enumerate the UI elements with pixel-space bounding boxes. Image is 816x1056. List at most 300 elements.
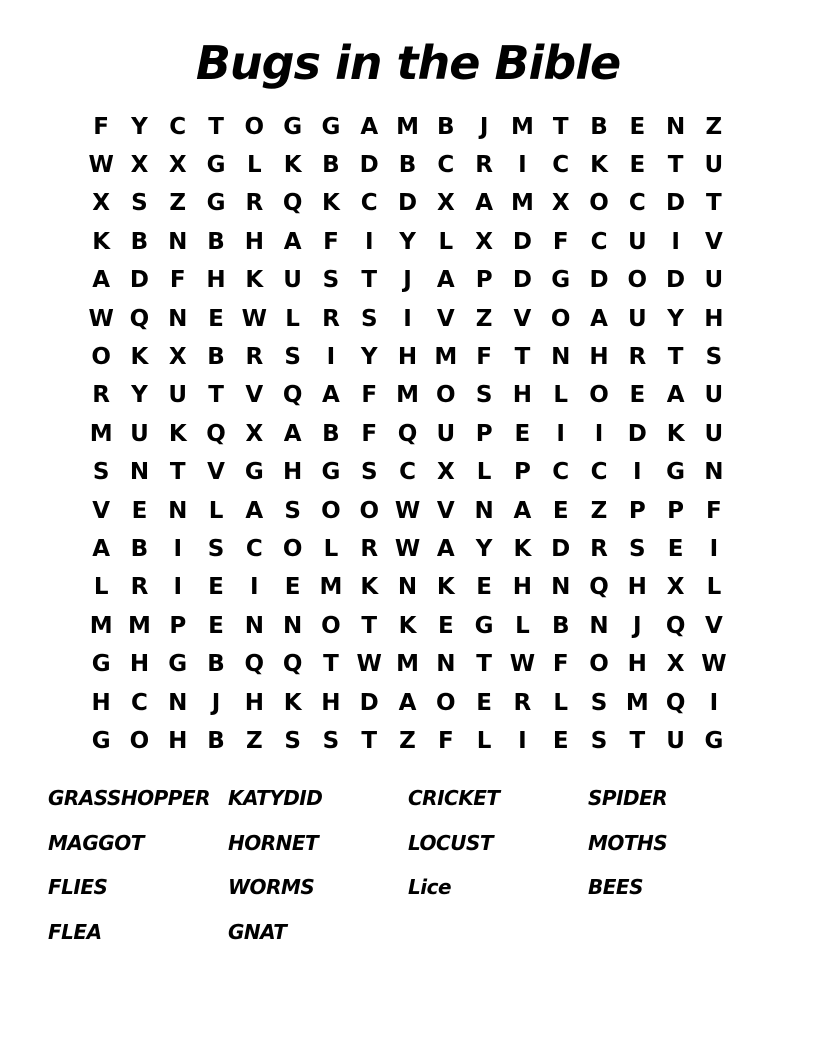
grid-letter[interactable]: D — [627, 420, 647, 447]
grid-letter[interactable]: K — [590, 152, 608, 179]
grid-letter[interactable]: C — [437, 152, 455, 179]
grid-letter[interactable]: I — [633, 459, 642, 486]
grid-letter[interactable]: Z — [245, 727, 263, 754]
grid-letter[interactable]: E — [208, 305, 224, 332]
grid-letter[interactable]: Q — [282, 190, 303, 217]
grid-letter[interactable]: A — [513, 497, 532, 524]
grid-letter[interactable]: P — [475, 420, 493, 447]
grid-letter[interactable]: K — [398, 612, 417, 639]
grid-letter[interactable]: P — [475, 267, 493, 294]
grid-letter[interactable]: Z — [399, 727, 416, 754]
grid-letter[interactable]: Y — [131, 113, 148, 140]
grid-letter[interactable]: S — [705, 344, 723, 371]
grid-letter[interactable]: E — [208, 574, 224, 601]
grid-letter[interactable]: D — [512, 267, 532, 294]
grid-letter[interactable]: E — [437, 612, 454, 639]
grid-letter[interactable]: U — [168, 382, 188, 409]
grid-letter[interactable]: B — [207, 727, 225, 754]
grid-letter[interactable]: K — [436, 574, 455, 601]
grid-letter[interactable]: V — [704, 228, 723, 255]
grid-letter[interactable]: W — [356, 651, 382, 678]
grid-letter[interactable]: Q — [282, 382, 303, 409]
grid-letter[interactable]: G — [206, 152, 226, 179]
grid-letter[interactable]: T — [208, 113, 224, 140]
grid-letter[interactable]: G — [168, 651, 188, 678]
grid-letter[interactable]: A — [360, 113, 379, 140]
grid-letter[interactable]: H — [129, 651, 150, 678]
grid-letter[interactable]: V — [436, 305, 455, 332]
grid-letter[interactable]: F — [361, 420, 378, 447]
grid-letter[interactable]: E — [208, 612, 224, 639]
grid-letter[interactable]: I — [594, 420, 604, 447]
grid-letter[interactable]: M — [396, 113, 419, 140]
grid-letter[interactable]: D — [666, 267, 686, 294]
grid-letter[interactable]: I — [326, 344, 336, 371]
grid-letter[interactable]: M — [434, 344, 458, 371]
grid-letter[interactable]: H — [244, 228, 264, 255]
grid-letter[interactable]: S — [92, 459, 110, 486]
grid-letter[interactable]: H — [512, 382, 533, 409]
grid-letter[interactable]: T — [514, 344, 531, 371]
grid-letter[interactable]: T — [208, 382, 224, 409]
grid-letter[interactable]: S — [590, 689, 608, 716]
grid-letter[interactable]: V — [207, 459, 225, 486]
grid-letter[interactable]: I — [518, 727, 527, 754]
grid-letter[interactable]: O — [589, 382, 609, 409]
grid-letter[interactable]: T — [323, 651, 339, 678]
grid-letter[interactable]: C — [399, 459, 416, 486]
grid-letter[interactable]: B — [207, 228, 225, 255]
grid-letter[interactable]: Q — [665, 612, 686, 639]
grid-letter[interactable]: T — [552, 113, 569, 140]
grid-letter[interactable]: H — [91, 689, 111, 716]
grid-letter[interactable]: N — [665, 113, 686, 140]
grid-letter[interactable]: Z — [590, 497, 608, 524]
grid-letter[interactable]: G — [551, 267, 571, 294]
grid-letter[interactable]: G — [321, 459, 341, 486]
grid-letter[interactable]: U — [704, 382, 724, 409]
grid-letter[interactable]: V — [704, 612, 723, 639]
grid-letter[interactable]: H — [627, 574, 647, 601]
grid-letter[interactable]: G — [666, 459, 686, 486]
grid-letter[interactable]: K — [666, 420, 685, 447]
grid-letter[interactable]: Q — [665, 689, 686, 716]
grid-letter[interactable]: H — [627, 651, 647, 678]
grid-letter[interactable]: T — [667, 152, 684, 179]
grid-letter[interactable]: X — [168, 344, 187, 371]
grid-letter[interactable]: C — [360, 190, 378, 217]
grid-letter[interactable]: O — [627, 267, 648, 294]
grid-letter[interactable]: G — [283, 113, 303, 140]
grid-letter[interactable]: A — [283, 228, 302, 255]
grid-letter[interactable]: N — [589, 612, 609, 639]
grid-letter[interactable]: D — [129, 267, 149, 294]
grid-letter[interactable]: S — [131, 190, 148, 217]
grid-letter[interactable]: I — [173, 574, 183, 601]
grid-letter[interactable]: L — [208, 497, 224, 524]
grid-letter[interactable]: W — [394, 497, 421, 524]
grid-letter[interactable]: N — [129, 459, 150, 486]
grid-letter[interactable]: C — [590, 459, 608, 486]
word-list-item: KATYDID — [228, 786, 323, 810]
grid-letter[interactable]: H — [283, 459, 303, 486]
grid-letter[interactable]: C — [628, 190, 646, 217]
grid-letter[interactable]: A — [436, 267, 455, 294]
grid-letter[interactable]: W — [701, 651, 727, 678]
grid-letter[interactable]: R — [628, 344, 647, 371]
grid-letter[interactable]: H — [321, 689, 341, 716]
grid-letter[interactable]: K — [283, 152, 302, 179]
grid-letter[interactable]: G — [704, 727, 724, 754]
grid-letter[interactable]: N — [704, 459, 724, 486]
grid-letter[interactable]: P — [513, 459, 531, 486]
grid-letter[interactable]: H — [244, 689, 264, 716]
grid-letter[interactable]: H — [206, 267, 226, 294]
grid-letter[interactable]: E — [667, 535, 684, 562]
grid-letter[interactable]: T — [629, 727, 646, 754]
grid-letter[interactable]: U — [283, 267, 302, 294]
grid-letter[interactable]: M — [510, 113, 534, 140]
grid-letter[interactable]: X — [245, 420, 264, 447]
grid-letter[interactable]: G — [206, 190, 226, 217]
grid-letter[interactable]: T — [476, 651, 492, 678]
grid-letter[interactable]: Y — [475, 535, 493, 562]
grid-letter[interactable]: S — [322, 267, 340, 294]
grid-letter[interactable]: N — [168, 497, 188, 524]
grid-letter[interactable]: S — [360, 459, 378, 486]
word-list-item: Lice — [408, 875, 452, 899]
grid-letter[interactable]: X — [666, 574, 685, 601]
grid-letter[interactable]: V — [436, 497, 455, 524]
word-list-item: WORMS — [228, 875, 315, 899]
grid-letter[interactable]: P — [667, 497, 685, 524]
grid-letter[interactable]: Z — [169, 190, 187, 217]
grid-letter[interactable]: J — [403, 267, 412, 294]
grid-letter[interactable]: S — [322, 727, 340, 754]
grid-letter[interactable]: Q — [282, 651, 303, 678]
grid-letter[interactable]: P — [169, 612, 187, 639]
grid-letter[interactable]: D — [359, 152, 379, 179]
grid-letter[interactable]: P — [628, 497, 646, 524]
grid-letter[interactable]: F — [552, 228, 569, 255]
grid-letter[interactable]: Q — [397, 420, 418, 447]
grid-letter[interactable]: N — [474, 497, 494, 524]
grid-letter[interactable]: L — [476, 727, 492, 754]
grid-letter[interactable]: A — [283, 420, 302, 447]
grid-letter[interactable]: I — [403, 305, 412, 332]
grid-letter[interactable]: F — [169, 267, 186, 294]
grid-letter[interactable]: A — [590, 305, 608, 332]
grid-letter[interactable]: Z — [475, 305, 493, 332]
grid-letter[interactable]: E — [476, 574, 492, 601]
grid-letter[interactable]: L — [706, 574, 722, 601]
grid-row — [82, 415, 733, 453]
grid-letter[interactable]: S — [284, 727, 301, 754]
grid-letter[interactable]: O — [129, 727, 150, 754]
grid-letter[interactable]: N — [436, 651, 456, 678]
grid-letter[interactable]: E — [284, 574, 301, 601]
grid-letter[interactable]: H — [397, 344, 418, 371]
grid-letter[interactable]: B — [551, 612, 570, 639]
grid-letter[interactable]: W — [394, 535, 421, 562]
page-title: Bugs in the Bible — [195, 36, 621, 90]
grid-letter[interactable]: H — [512, 574, 533, 601]
grid-letter[interactable]: E — [629, 152, 646, 179]
grid-letter[interactable]: I — [709, 689, 719, 716]
grid-letter[interactable]: M — [89, 612, 113, 639]
grid-letter[interactable]: X — [130, 152, 149, 179]
grid-letter[interactable]: D — [589, 267, 609, 294]
grid-letter[interactable]: K — [168, 420, 187, 447]
grid-letter[interactable]: H — [589, 344, 609, 371]
grid-letter[interactable]: O — [589, 190, 609, 217]
grid-letter[interactable]: E — [476, 689, 492, 716]
grid-letter[interactable]: G — [244, 459, 264, 486]
grid-letter[interactable]: I — [173, 535, 183, 562]
grid-letter[interactable]: T — [361, 727, 378, 754]
grid-letter[interactable]: K — [92, 228, 111, 255]
grid-letter[interactable]: O — [550, 305, 571, 332]
grid-letter[interactable]: F — [93, 113, 109, 140]
grid-letter[interactable]: I — [671, 228, 680, 255]
grid-letter[interactable]: Q — [589, 574, 609, 601]
grid-letter[interactable]: K — [283, 689, 302, 716]
grid-letter[interactable]: Y — [131, 382, 148, 409]
grid-letter[interactable]: A — [398, 689, 417, 716]
grid-letter[interactable]: A — [92, 535, 111, 562]
grid-letter[interactable]: R — [245, 344, 264, 371]
grid-letter[interactable]: Q — [244, 651, 265, 678]
grid-letter[interactable]: S — [207, 535, 225, 562]
grid-letter[interactable]: I — [250, 574, 259, 601]
grid-letter[interactable]: O — [436, 382, 456, 409]
grid-letter[interactable]: N — [168, 305, 188, 332]
grid-letter[interactable]: K — [513, 535, 532, 562]
grid-letter[interactable]: T — [169, 459, 186, 486]
grid-letter[interactable]: E — [514, 420, 531, 447]
grid-letter[interactable]: O — [91, 344, 111, 371]
grid-letter[interactable]: K — [245, 267, 264, 294]
grid-letter[interactable]: M — [396, 382, 419, 409]
grid-letter[interactable]: C — [169, 113, 187, 140]
grid-letter[interactable]: U — [666, 727, 685, 754]
grid-letter[interactable]: S — [475, 382, 493, 409]
grid-letter[interactable]: J — [633, 612, 642, 639]
grid-letter[interactable]: Y — [360, 344, 378, 371]
grid-letter[interactable]: O — [359, 497, 379, 524]
word-list — [48, 782, 768, 960]
grid-letter[interactable]: A — [475, 190, 494, 217]
grid-letter[interactable]: E — [552, 497, 569, 524]
grid-letter[interactable]: A — [245, 497, 264, 524]
grid-letter[interactable]: L — [553, 382, 569, 409]
grid-letter[interactable]: X — [475, 228, 493, 255]
grid-letter[interactable]: J — [211, 689, 221, 716]
grid-letter[interactable]: F — [323, 228, 339, 255]
grid-letter[interactable]: S — [629, 535, 646, 562]
grid-letter[interactable]: O — [321, 612, 341, 639]
grid-letter[interactable]: B — [322, 152, 340, 179]
grid-letter[interactable]: D — [512, 228, 532, 255]
grid-letter[interactable]: K — [322, 190, 340, 217]
grid-letter[interactable]: M — [89, 420, 113, 447]
grid-letter[interactable]: B — [130, 535, 149, 562]
grid-letter[interactable]: R — [130, 574, 149, 601]
grid-letter[interactable]: S — [284, 497, 301, 524]
grid-letter[interactable]: E — [552, 727, 569, 754]
grid-letter[interactable]: R — [475, 152, 493, 179]
grid-letter[interactable]: F — [437, 727, 454, 754]
grid-letter[interactable]: I — [556, 420, 565, 447]
grid-letter[interactable]: O — [321, 497, 341, 524]
grid-row — [82, 146, 733, 184]
grid-letter[interactable]: Y — [399, 228, 416, 255]
grid-letter[interactable]: N — [397, 574, 418, 601]
grid-letter[interactable]: L — [285, 305, 300, 332]
grid-letter[interactable]: U — [436, 420, 456, 447]
grid-letter[interactable]: N — [244, 612, 264, 639]
grid-letter[interactable]: R — [360, 535, 379, 562]
grid-letter[interactable]: L — [93, 574, 109, 601]
grid-letter[interactable]: J — [479, 113, 489, 140]
grid-letter[interactable]: I — [709, 535, 719, 562]
grid-letter[interactable]: C — [590, 228, 608, 255]
grid-letter[interactable]: M — [396, 651, 419, 678]
grid-letter[interactable]: L — [247, 152, 262, 179]
grid-letter[interactable]: F — [552, 651, 569, 678]
grid-letter[interactable]: H — [168, 727, 188, 754]
grid-letter[interactable]: C — [552, 459, 570, 486]
grid-letter[interactable]: S — [284, 344, 301, 371]
grid-letter[interactable]: A — [92, 267, 111, 294]
grid-letter[interactable]: V — [513, 305, 532, 332]
grid-letter[interactable]: U — [627, 305, 647, 332]
grid-letter[interactable]: T — [706, 190, 722, 217]
grid-letter[interactable]: M — [625, 689, 649, 716]
grid-letter[interactable]: W — [241, 305, 268, 332]
grid-letter[interactable]: K — [130, 344, 149, 371]
grid-letter[interactable]: V — [92, 497, 111, 524]
grid-letter[interactable]: X — [168, 152, 187, 179]
grid-letter[interactable]: C — [131, 689, 148, 716]
grid-letter[interactable]: L — [438, 228, 454, 255]
grid-letter[interactable]: O — [282, 535, 303, 562]
grid-letter[interactable]: O — [436, 689, 456, 716]
grid-letter[interactable]: R — [513, 689, 532, 716]
grid-letter[interactable]: T — [361, 267, 378, 294]
grid-letter[interactable]: L — [553, 689, 569, 716]
grid-letter[interactable]: T — [667, 344, 684, 371]
grid-letter[interactable]: G — [91, 651, 111, 678]
grid-letter[interactable]: I — [364, 228, 374, 255]
grid-letter[interactable]: Y — [667, 305, 684, 332]
word-list-item: SPIDER — [588, 786, 668, 810]
grid-letter[interactable]: N — [168, 228, 188, 255]
grid-letter[interactable]: L — [323, 535, 339, 562]
word-search-grid — [82, 108, 733, 761]
grid-letter[interactable]: X — [436, 190, 455, 217]
grid-letter[interactable]: U — [627, 228, 647, 255]
grid-letter[interactable]: E — [629, 113, 646, 140]
grid-letter[interactable]: B — [207, 344, 225, 371]
grid-letter[interactable]: B — [130, 228, 149, 255]
grid-letter[interactable]: W — [88, 152, 114, 179]
grid-letter[interactable]: T — [361, 612, 378, 639]
grid-letter[interactable]: N — [551, 344, 571, 371]
grid-letter[interactable]: R — [322, 305, 340, 332]
grid-letter[interactable]: V — [245, 382, 264, 409]
grid-letter[interactable]: L — [515, 612, 530, 639]
grid-letter[interactable]: U — [704, 420, 724, 447]
grid-letter[interactable]: O — [589, 651, 609, 678]
grid-letter[interactable]: S — [360, 305, 378, 332]
grid-letter[interactable]: H — [704, 305, 724, 332]
grid-letter[interactable]: A — [436, 535, 455, 562]
grid-letter[interactable]: D — [359, 689, 379, 716]
grid-letter[interactable]: N — [283, 612, 303, 639]
grid-letter[interactable]: M — [319, 574, 343, 601]
grid-letter[interactable]: F — [476, 344, 492, 371]
grid-letter[interactable]: G — [474, 612, 494, 639]
grid-letter[interactable]: O — [244, 113, 265, 140]
grid-letter[interactable]: C — [552, 152, 570, 179]
grid-letter[interactable]: K — [360, 574, 379, 601]
grid-letter[interactable]: B — [322, 420, 340, 447]
grid-letter[interactable]: U — [704, 267, 724, 294]
grid-letter[interactable]: B — [207, 651, 225, 678]
grid-letter[interactable]: G — [91, 727, 111, 754]
grid-row — [82, 645, 733, 683]
grid-letter[interactable]: W — [509, 651, 536, 678]
grid-letter[interactable]: R — [245, 190, 264, 217]
grid-letter[interactable]: R — [590, 535, 608, 562]
grid-letter[interactable]: E — [629, 382, 646, 409]
grid-letter[interactable]: B — [398, 152, 417, 179]
grid-letter[interactable]: E — [131, 497, 148, 524]
grid-letter[interactable]: M — [510, 190, 534, 217]
grid-letter[interactable]: U — [704, 152, 724, 179]
grid-letter[interactable]: D — [551, 535, 571, 562]
grid-letter[interactable]: B — [437, 113, 455, 140]
grid-letter[interactable]: A — [666, 382, 685, 409]
grid-letter[interactable]: N — [551, 574, 571, 601]
grid-letter[interactable]: G — [321, 113, 341, 140]
grid-letter[interactable]: M — [128, 612, 151, 639]
grid-letter[interactable]: W — [88, 305, 114, 332]
grid-letter[interactable]: I — [518, 152, 527, 179]
grid-letter[interactable]: Q — [206, 420, 226, 447]
grid-letter[interactable]: R — [92, 382, 110, 409]
grid-letter[interactable]: F — [706, 497, 722, 524]
grid-letter[interactable]: B — [590, 113, 608, 140]
grid-letter[interactable]: X — [92, 190, 111, 217]
grid-letter[interactable]: N — [168, 689, 188, 716]
grid-letter[interactable]: Z — [705, 113, 723, 140]
grid-letter[interactable]: X — [436, 459, 455, 486]
word-list-item: HORNET — [228, 830, 319, 855]
grid-letter[interactable]: S — [590, 727, 608, 754]
grid-letter[interactable]: L — [476, 459, 492, 486]
grid-letter[interactable]: X — [551, 190, 570, 217]
grid-letter[interactable]: A — [322, 382, 340, 409]
grid-letter[interactable]: U — [130, 420, 149, 447]
grid-letter[interactable]: Q — [129, 305, 150, 332]
grid-letter[interactable]: D — [397, 190, 418, 217]
grid-letter[interactable]: X — [666, 651, 685, 678]
grid-letter[interactable]: C — [245, 535, 263, 562]
grid-letter[interactable]: D — [666, 190, 686, 217]
grid-letter[interactable]: F — [361, 382, 378, 409]
